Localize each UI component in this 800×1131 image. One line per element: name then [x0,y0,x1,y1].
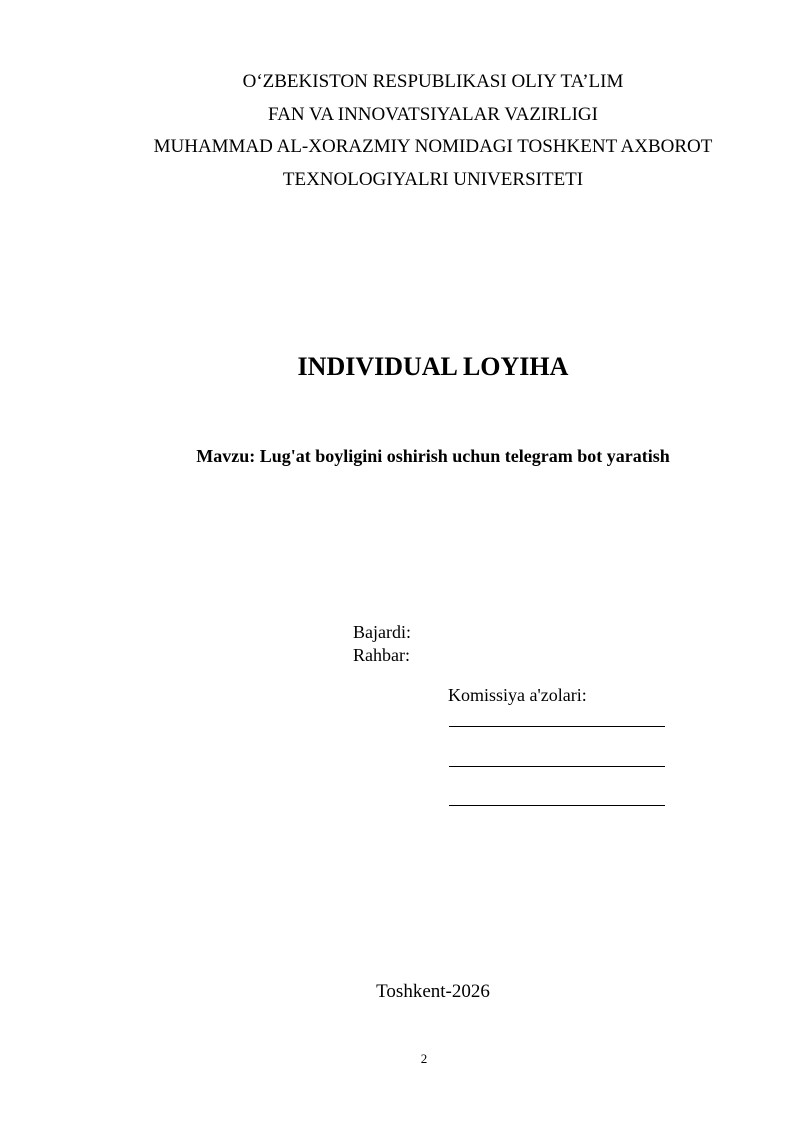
document-topic: Mavzu: Lug'at boyligini oshirish uchun telegram bot yaratish [196,446,670,466]
header-line-university: MUHAMMAD AL-XORAZMIY NOMIDAGI TOSHKENT AXBOROT [153,136,713,157]
header-line-ministry: O‘ZBEKISTON RESPUBLIKASI OLIY TA’LIM [242,71,624,92]
roles-block [353,621,411,667]
page-number: 2 [420,1051,428,1066]
header-line-ministry-cont: FAN VA INNOVATSIYALAR VAZIRLIGI [268,103,598,125]
commission-block [448,685,587,706]
document-title: INDIVIDUAL LOYIHA [297,352,569,381]
university-header [0,66,800,196]
commission-signature-line-3 [449,805,665,806]
city-year: Toshkent-2026 [376,981,490,1002]
commission-signature-line-1 [449,726,665,727]
performer-label: Bajardi: [353,622,411,642]
commission-label: Komissiya a'zolari: [448,685,587,705]
supervisor-label: Rahbar: [353,645,410,665]
commission-signature-line-2 [449,766,665,767]
header-line-university-cont: TEXNOLOGIYALRI UNIVERSITETI [282,168,584,190]
